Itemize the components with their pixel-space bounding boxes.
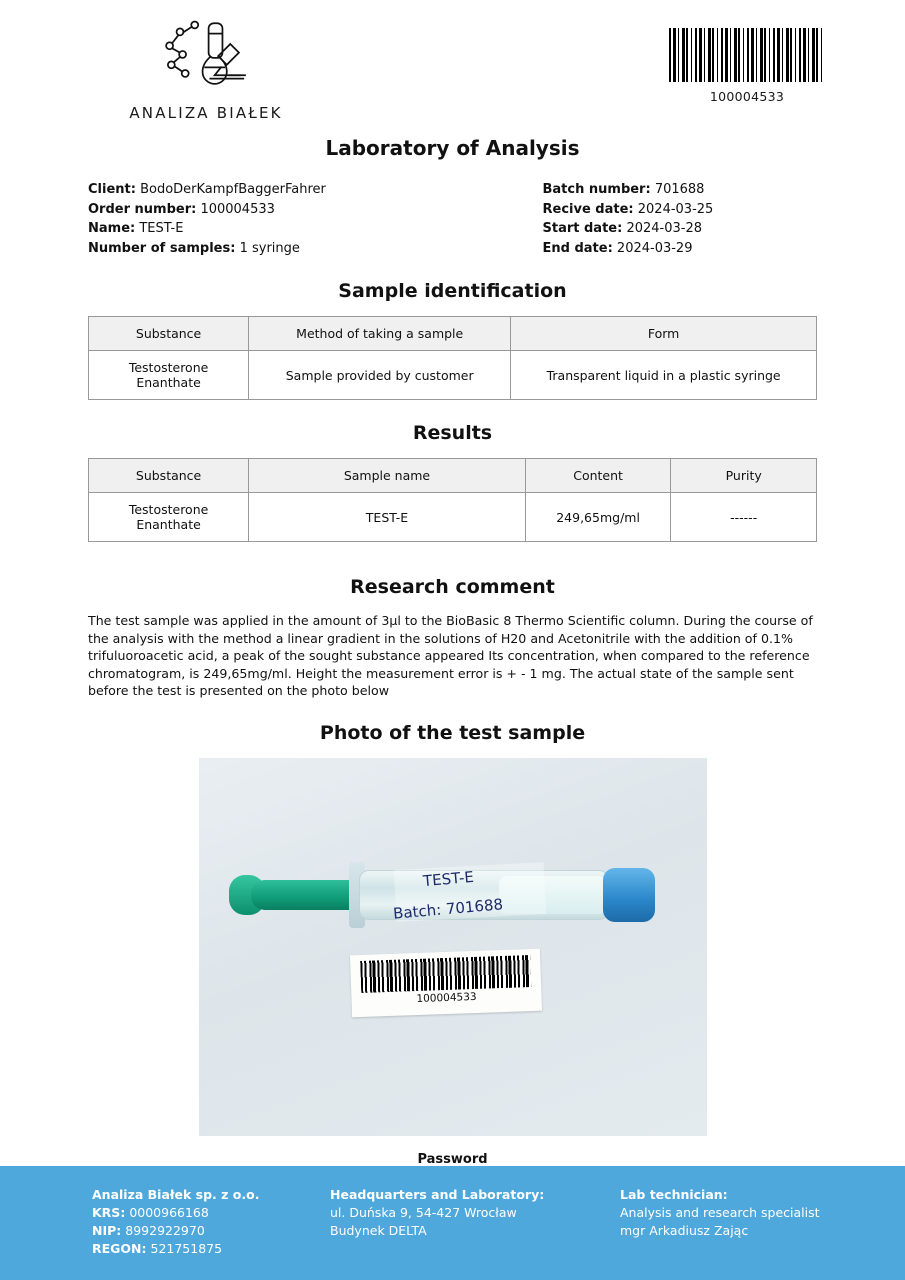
meta-start-date-value: 2024-03-28 xyxy=(626,221,703,236)
cell-method: Sample provided by customer xyxy=(249,351,511,400)
handwriting-batch: Batch: 701688 xyxy=(391,894,504,923)
footer-technician xyxy=(620,1182,905,1280)
col-form: Form xyxy=(511,317,817,351)
footer-regon xyxy=(92,1240,330,1258)
meta-order-number-label: Order number: xyxy=(88,201,197,217)
meta-number-of-samples-value: 1 syringe xyxy=(239,240,300,256)
footer-nip-value: 8992922970 xyxy=(125,1223,205,1238)
cell-form: Transparent liquid in a plastic syringe xyxy=(511,351,817,400)
meta-info xyxy=(0,180,905,258)
col-purity: Purity xyxy=(671,459,817,493)
research-comment-title: Research comment xyxy=(350,576,555,598)
footer-nip-label: NIP: xyxy=(92,1223,122,1238)
handwriting-sample-name: TEST-E xyxy=(421,867,475,890)
meta-number-of-samples-label: Number of samples: xyxy=(88,240,236,256)
footer-headquarters-line1: ul. Duńska 9, 54-427 Wrocław xyxy=(330,1205,517,1220)
col-content: Content xyxy=(525,459,671,493)
footer-technician-line2: mgr Arkadiusz Zając xyxy=(620,1223,749,1238)
footer-regon-value: 521751875 xyxy=(150,1241,223,1256)
table-header-row xyxy=(89,459,817,493)
header-barcode xyxy=(667,28,827,104)
document-footer xyxy=(0,1166,905,1280)
footer-headquarters xyxy=(330,1182,620,1280)
footer-regon-label: REGON: xyxy=(92,1241,147,1256)
table-row xyxy=(89,493,817,542)
meta-order-number xyxy=(88,200,453,220)
meta-name-label: Name: xyxy=(88,221,136,236)
syringe-sample-photo xyxy=(199,758,707,1136)
meta-client-label: Client: xyxy=(88,182,136,197)
meta-start-date-label: Start date: xyxy=(542,221,623,236)
barcode-icon xyxy=(669,28,825,82)
meta-number-of-samples xyxy=(88,239,453,259)
meta-end-date-value: 2024-03-29 xyxy=(616,240,693,256)
cell-substance: Testosterone Enanthate xyxy=(89,351,249,400)
footer-company xyxy=(0,1182,330,1280)
logo-text: ANALIZA BIAŁEK xyxy=(129,104,283,122)
col-sample-name: Sample name xyxy=(249,459,526,493)
meta-name-value: TEST-E xyxy=(139,221,184,236)
meta-client xyxy=(88,180,453,200)
password-label: Password xyxy=(417,1151,488,1167)
meta-column-left xyxy=(88,180,453,258)
logo-block xyxy=(96,18,316,122)
document-header xyxy=(0,0,905,130)
col-substance: Substance xyxy=(89,317,249,351)
meta-batch-number-label: Batch number: xyxy=(542,182,651,197)
sample-identification-table-wrap xyxy=(0,316,905,400)
photo-title: Photo of the test sample xyxy=(319,721,586,744)
footer-krs-label: KRS: xyxy=(92,1205,126,1220)
meta-start-date xyxy=(543,219,818,239)
cell-substance: Testosterone Enanthate xyxy=(89,493,249,542)
cell-purity: ------ xyxy=(671,493,817,542)
results-table xyxy=(88,458,817,542)
meta-order-number-value: 100004533 xyxy=(200,201,275,217)
meta-recive-date xyxy=(543,200,818,220)
footer-krs-value: 0000966168 xyxy=(129,1205,209,1220)
footer-technician-line1: Analysis and research specialist xyxy=(620,1205,820,1220)
cell-sample-name: TEST-E xyxy=(249,493,526,542)
meta-end-date xyxy=(543,239,818,259)
photo-barcode-label xyxy=(349,948,541,1017)
col-substance: Substance xyxy=(89,459,249,493)
footer-headquarters-title: Headquarters and Laboratory: xyxy=(330,1187,545,1202)
barcode-number: 100004533 xyxy=(709,89,785,104)
footer-nip xyxy=(92,1222,330,1240)
lab-flask-microscope-icon xyxy=(154,18,258,96)
meta-end-date-label: End date: xyxy=(542,240,613,256)
sample-identification-table xyxy=(88,316,817,400)
results-title: Results xyxy=(412,422,493,444)
table-row xyxy=(89,351,817,400)
footer-headquarters-line2: Budynek DELTA xyxy=(330,1223,427,1238)
table-header-row xyxy=(89,317,817,351)
page-title: Laboratory of Analysis xyxy=(325,136,580,160)
sample-identification-title: Sample identification xyxy=(338,280,567,302)
barcode-icon xyxy=(360,955,531,993)
footer-technician-title: Lab technician: xyxy=(620,1187,728,1202)
syringe-cap xyxy=(603,868,655,922)
meta-column-right xyxy=(453,180,818,258)
footer-krs xyxy=(92,1204,330,1222)
meta-recive-date-label: Recive date: xyxy=(542,201,634,217)
meta-client-value: BodoDerKampfBaggerFahrer xyxy=(140,182,326,197)
meta-batch-number-value: 701688 xyxy=(654,182,705,197)
meta-batch-number xyxy=(543,180,818,200)
photo-barcode-number: 100004533 xyxy=(415,990,477,1005)
photo-wrap xyxy=(0,758,905,1136)
meta-name xyxy=(88,219,453,239)
cell-content: 249,65mg/ml xyxy=(525,493,671,542)
results-table-wrap xyxy=(0,458,905,542)
meta-recive-date-value: 2024-03-25 xyxy=(637,201,714,217)
research-comment-text: The test sample was applied in the amount of 3μl to the BioBasic 8 Thermo Scientific column. During the course of the analysis with the method a linear gradient in the solutions of H20 and Acetonitrile with the addition of 0.1% trifuluoroacetic acid, a peak of the sought substance appeared Its concentration, when compared to the reference chromatogram, is 249,65mg/ml. Height the measurement error is + - 1 mg. The actual state of the sample sent before the test is presented on the photo below xyxy=(88,613,813,698)
col-method: Method of taking a sample xyxy=(249,317,511,351)
footer-company-name: Analiza Białek sp. z o.o. xyxy=(92,1187,260,1202)
